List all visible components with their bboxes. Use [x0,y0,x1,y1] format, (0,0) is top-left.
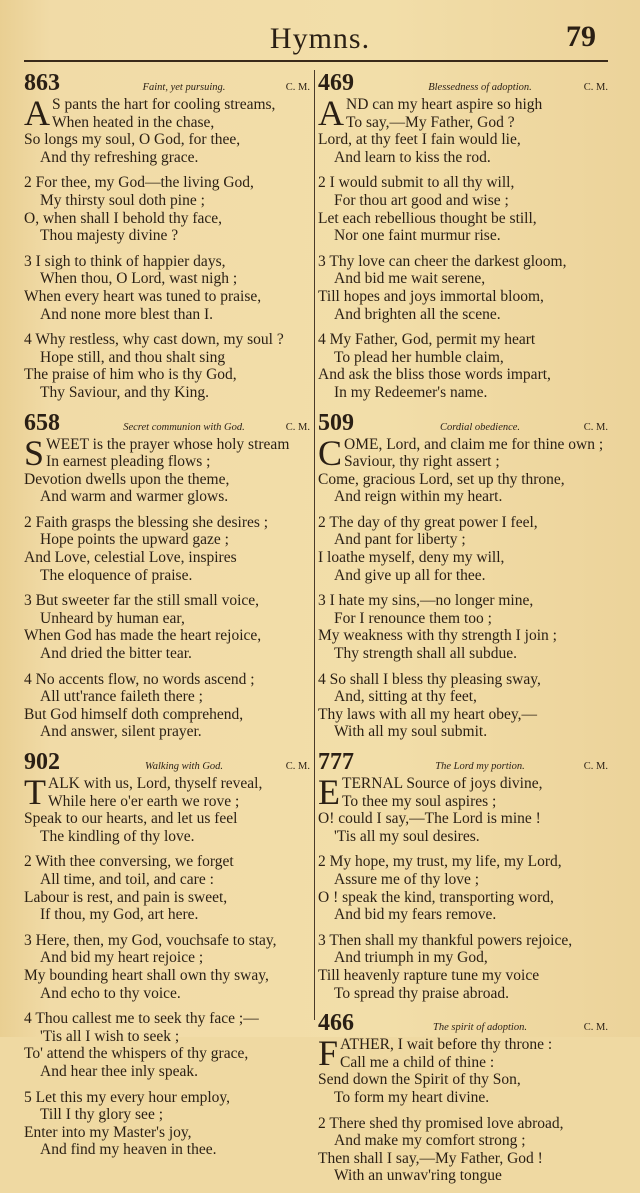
right-column [318,70,608,1193]
verse-line: Till hopes and joys immortal bloom, [318,287,544,305]
verse-line: Thy laws with all my heart obey,— [318,705,537,723]
verse-line: To say,—My Father, God ? [346,113,515,131]
verse-line: Nor one faint murmur rise. [334,227,501,245]
verse [318,1115,608,1185]
verse-line: 4 So shall I bless thy pleasing sway, [318,670,541,688]
hymn-number: 509 [318,409,354,436]
verse-line: All time, and toil, and care : [40,870,214,888]
verse [24,432,310,506]
drop-cap: C [318,432,343,473]
verse-line: And ask the bliss those words impart, [318,366,551,384]
drop-cap: A [24,93,50,133]
hymn-number: 777 [318,749,354,775]
verse-line: When God has made the heart rejoice, [24,627,262,645]
verse-line: But God himself doth comprehend, [24,705,244,723]
verse [318,772,608,845]
verse-line: Thy Saviour, and thy King. [40,383,210,401]
verse [24,253,310,323]
verse [318,432,608,506]
verse-line: O, when shall I behold thy face, [24,209,222,227]
left-column [24,70,310,1167]
verse-line: 2 The day of thy great power I feel, [318,513,538,531]
verse-line: I loathe myself, deny my will, [318,549,505,567]
verse-line: And reign within my heart. [334,488,503,506]
verse-line: And triumph in my God, [334,949,488,967]
header-rule [24,60,608,62]
verse-line: For thou art good and wise ; [334,191,509,209]
verse-line: And dried the bitter tear. [40,645,192,663]
verse-line: 2 Faith grasps the blessing she desires ; [24,513,269,531]
hymn-469 [318,70,608,402]
verse-line: The kindling of thy love. [40,827,195,845]
hymn-number: 469 [318,70,354,96]
verse-line: And echo to thy voice. [40,984,181,1002]
verse-line: And thy refreshing grace. [40,148,199,166]
verse [318,1033,608,1106]
drop-cap: E [318,772,340,812]
verse-line: All utt'rance faileth there ; [40,688,203,706]
page-header [0,22,640,58]
hymn-meter: C. M. [583,761,608,772]
verse-line: And hear thee inly speak. [40,1062,198,1080]
first-line-text: OME, Lord, and claim me for thine own ; [344,435,604,453]
drop-cap: A [318,93,344,133]
verse [24,671,310,741]
verse-line: With an unwav'ring tongue [334,1167,502,1185]
verse-line: Speak to our hearts, and let us feel [24,810,238,828]
verse-line: 'Tis all my soul desires. [334,827,480,845]
verse-line: Labour is rest, and pain is sweet, [24,888,228,906]
verse-line: 2 With thee conversing, we forget [24,853,234,871]
verse [24,1010,310,1080]
verse-line: And learn to kiss the rod. [334,148,491,166]
verse-line: If thou, my God, art here. [40,906,199,924]
hymn-466 [318,1010,608,1185]
first-line-text: ND can my heart aspire so high [346,96,543,113]
verse [24,932,310,1002]
verse-line: Till heavenly rapture tune my voice [318,966,540,984]
verse-line: And Love, celestial Love, inspires [24,549,237,567]
hymn-meter: C. M. [285,421,310,433]
verse-line: 2 For thee, my God—the living God, [24,174,254,192]
verse-line: 2 My hope, my trust, my life, my Lord, [318,853,562,871]
verse-line: Enter into my Master's joy, [24,1123,192,1141]
hymn-subject: Faint, yet pursuing. [142,82,226,93]
verse-line: For I renounce them too ; [334,609,492,627]
verse-line: Till I thy glory see ; [40,1106,164,1124]
verse-line: To' attend the whispers of thy grace, [24,1045,249,1063]
column-divider [314,70,315,1020]
verse-line: Hope points the upward gaze ; [40,531,229,549]
verse-line: And make my comfort strong ; [334,1132,526,1150]
verse-line: Hope still, and thou shalt sing [40,348,226,366]
verse [24,93,310,166]
hymn-902 [24,749,310,1159]
verse-line: And bid me wait serene, [334,270,486,288]
verse-line: My weakness with thy strength I join ; [318,627,557,645]
verse-line: Send down the Spirit of thy Son, [318,1071,521,1089]
verse-line: And answer, silent prayer. [40,723,202,741]
verse-line: 3 Here, then, my God, vouchsafe to stay, [24,931,277,949]
verse-line: And none more blest than I. [40,305,214,323]
hymn-658 [24,410,310,742]
hymn-777 [318,749,608,1002]
first-line-text: ATHER, I wait before thy throne : [340,1036,553,1054]
hymn-509 [318,410,608,742]
verse [24,514,310,584]
verse [318,93,608,166]
verse [24,174,310,244]
verse [318,253,608,323]
verse-line: And brighten all the scene. [334,305,501,323]
hymn-subject: The Lord my portion. [435,761,525,772]
hymn-subject: The spirit of adoption. [433,1022,527,1034]
verse-line: 3 Then shall my thankful powers rejoice, [318,931,573,949]
verse-line: Thou majesty divine ? [40,227,179,245]
verse-line: To spread thy praise abroad. [334,984,509,1002]
verse-line: 2 I would submit to all thy will, [318,174,515,192]
verse-line: And, sitting at thy feet, [334,688,477,706]
verse-line: Then shall I say,—My Father, God ! [318,1149,543,1167]
hymn-number: 658 [24,409,60,436]
verse-line: And give up all for thee. [334,566,486,584]
hymn-header [24,70,310,96]
verse-line: Unheard by human ear, [40,609,185,627]
hymn-number: 863 [24,70,60,96]
verse [24,331,310,401]
first-line-text: WEET is the prayer whose holy stream [46,435,290,453]
hymn-header [318,749,608,775]
verse-line: Lord, at thy feet I fain would lie, [318,131,521,149]
verse [318,331,608,401]
verse-line: O ! speak the kind, transporting word, [318,888,554,906]
verse-line: And bid my heart rejoice ; [40,949,204,967]
verse [24,772,310,845]
first-line-text: S pants the hart for cooling streams, [52,96,276,113]
verse [318,592,608,662]
verse [24,853,310,923]
hymn-header [318,70,608,96]
verse-line: 3 I sigh to think of happier days, [24,252,226,270]
hymn-header [318,410,608,436]
verse-line: 2 There shed thy promised love abroad, [318,1114,564,1132]
drop-cap: T [24,772,46,812]
drop-cap: S [24,432,45,473]
verse-line: In earnest pleading flows ; [46,453,211,471]
verse-line: To form my heart divine. [334,1088,490,1106]
hymn-meter: C. M. [583,1022,608,1034]
hymn-meter: C. M. [583,82,608,93]
verse [318,671,608,741]
verse [24,1089,310,1159]
hymn-header [24,749,310,775]
verse-line: 'Tis all I wish to seek ; [40,1027,180,1045]
hymn-863 [24,70,310,402]
first-line-text: ALK with us, Lord, thyself reveal, [48,775,263,792]
verse-line: 4 Thou callest me to seek thy face ;— [24,1010,259,1028]
verse-line: And pant for liberty ; [334,531,466,549]
verse [318,514,608,584]
hymn-header [24,410,310,436]
verse-line: O! could I say,—The Lord is mine ! [318,810,541,828]
verse-line: And find my heaven in thee. [40,1141,217,1159]
verse-line: Saviour, thy right assert ; [344,453,500,471]
verse [318,174,608,244]
page-title: Hymns. [269,22,371,55]
verse-line: Thy strength shall all subdue. [334,645,517,663]
verse-line: When thou, O Lord, wast nigh ; [40,270,238,288]
verse-line: The praise of him who is thy God, [24,366,237,384]
verse-line: Devotion dwells upon the theme, [24,470,230,488]
page-number: 79 [566,20,596,53]
verse-line: The eloquence of praise. [40,566,193,584]
verse-line: 3 But sweeter far the still small voice, [24,592,260,610]
verse-line: 4 Why restless, why cast down, my soul ? [24,331,284,349]
verse-line: 3 Thy love can cheer the darkest gloom, [318,252,567,270]
drop-cap: F [318,1033,339,1074]
verse-line: To plead her humble claim, [334,348,504,366]
verse-line: And bid my fears remove. [334,906,497,924]
verse-line: Come, gracious Lord, set up thy throne, [318,470,565,488]
hymn-subject: Blessedness of adoption. [428,82,532,93]
hymn-number: 902 [24,749,60,775]
verse-line: When every heart was tuned to praise, [24,287,262,305]
hymn-subject: Cordial obedience. [439,421,521,433]
hymn-meter: C. M. [285,82,310,93]
hymn-header [318,1010,608,1036]
verse [24,592,310,662]
verse-line: In my Redeemer's name. [334,383,488,401]
verse-line: 5 Let this my every hour employ, [24,1088,231,1106]
hymn-meter: C. M. [583,421,608,433]
hymn-subject: Secret communion with God. [123,421,245,433]
verse-line: With all my soul submit. [334,723,488,741]
verse-line: While here o'er earth we rove ; [48,792,240,810]
verse [318,853,608,923]
verse-line: My thirsty soul doth pine ; [40,191,205,209]
verse-line: Let each rebellious thought be still, [318,209,537,227]
verse-line: And warm and warmer glows. [40,488,229,506]
hymn-meter: C. M. [285,761,310,772]
hymn-number: 466 [318,1010,354,1037]
verse-line: So longs my soul, O God, for thee, [24,131,241,149]
verse-line: To thee my soul aspires ; [342,792,497,810]
verse [318,932,608,1002]
verse-line: My bounding heart shall own thy sway, [24,966,269,984]
verse-line: 4 No accents flow, no words ascend ; [24,670,255,688]
verse-line: 3 I hate my sins,—no longer mine, [318,592,534,610]
first-line-text: TERNAL Source of joys divine, [342,775,543,792]
hymn-subject: Walking with God. [144,761,224,772]
verse-line: 4 My Father, God, permit my heart [318,331,536,349]
verse-line: When heated in the chase, [52,113,215,131]
verse-line: Assure me of thy love ; [334,870,480,888]
verse-line: Call me a child of thine : [340,1053,495,1071]
